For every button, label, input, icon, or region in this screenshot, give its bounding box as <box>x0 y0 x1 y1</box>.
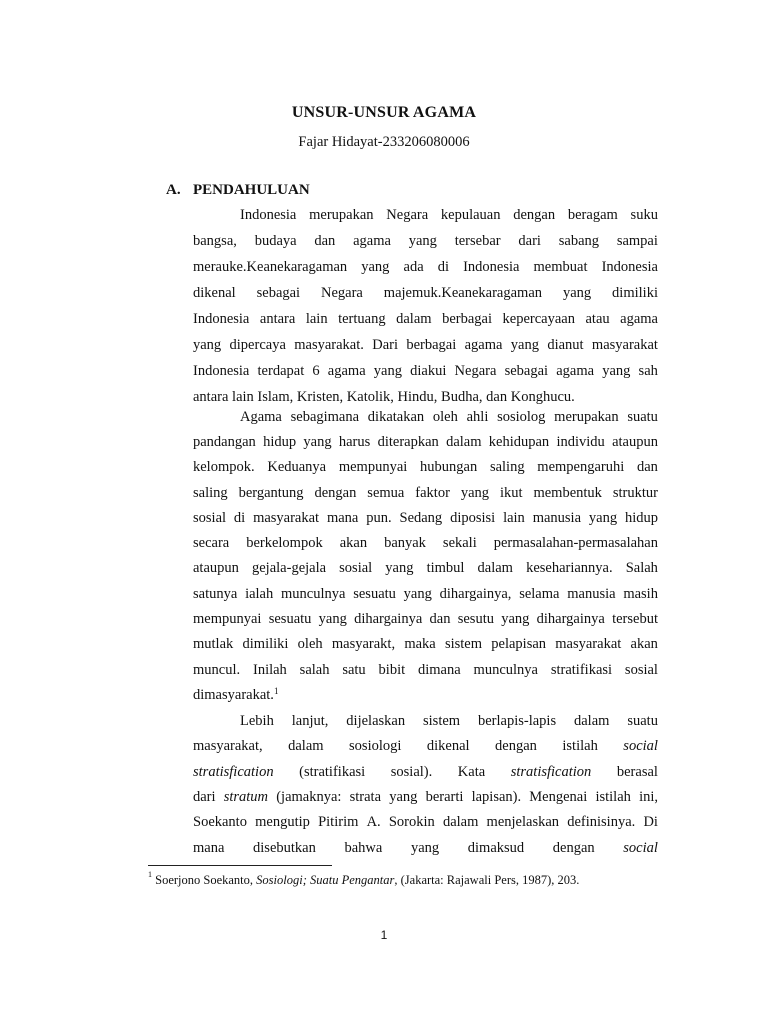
italic-term: social <box>623 840 658 856</box>
word: kesehariannya. <box>526 560 613 576</box>
word: istilah <box>595 789 631 805</box>
word: dijelaskan <box>346 713 406 729</box>
word: masyarakat <box>591 337 658 353</box>
word: sosiologi <box>349 738 402 754</box>
word: sosiolog <box>497 409 546 425</box>
word: sah <box>638 363 658 379</box>
word: sesuatu <box>268 611 312 627</box>
word: Sedang <box>399 510 443 526</box>
word: dikenal <box>426 738 470 754</box>
author-line: Fajar Hidayat-233206080006 <box>298 134 470 150</box>
page-number: 1 <box>380 928 388 942</box>
word: yang <box>318 611 347 627</box>
word: 6 <box>312 363 320 379</box>
word: Kata <box>457 764 486 780</box>
word: Soekanto <box>193 814 247 830</box>
word: bangsa, <box>193 233 237 249</box>
text-line <box>193 335 658 355</box>
word: merauke.Keanekaragaman <box>193 259 348 275</box>
word: agama <box>464 337 503 353</box>
word: yang <box>385 560 414 576</box>
word: sebagai <box>504 363 549 379</box>
word: munculnya <box>473 662 538 678</box>
text-line <box>193 432 658 452</box>
word: sebagimana <box>290 409 360 425</box>
word: akan <box>339 535 368 551</box>
text-line <box>193 762 658 782</box>
text-line <box>193 407 658 427</box>
word: hidup <box>263 434 297 450</box>
word: suku <box>630 207 658 223</box>
word: definisinya. <box>567 814 636 830</box>
word: yang <box>588 510 618 526</box>
word: lapisan). <box>471 789 522 805</box>
word: mempunyai <box>338 459 408 475</box>
word: agama <box>556 363 595 379</box>
word: (jamaknya: <box>276 789 342 805</box>
word: dalam <box>442 814 479 830</box>
word: dalam <box>288 738 324 754</box>
text-line <box>193 283 658 303</box>
word: sesutu <box>457 611 494 627</box>
word: dihargainya <box>536 611 605 627</box>
section-title: PENDAHULUAN <box>193 182 310 198</box>
word: hubungan <box>420 459 478 475</box>
word: dan <box>429 611 451 627</box>
word: yang <box>193 337 222 353</box>
word: sistem <box>444 636 483 652</box>
word: Indonesia <box>193 363 250 379</box>
word: Negara <box>321 285 363 301</box>
word: di <box>437 259 449 275</box>
document-title: UNSUR-UNSUR AGAMA <box>291 104 477 121</box>
word: ada <box>403 259 424 275</box>
text-line <box>193 508 658 528</box>
word: dengan <box>513 207 556 223</box>
word: ikut <box>499 485 523 501</box>
word: yang <box>361 259 390 275</box>
word: timbul <box>426 560 465 576</box>
word: dengan <box>552 840 595 856</box>
word: tersebut <box>612 611 658 627</box>
word: Sorokin <box>388 814 435 830</box>
word: merupakan <box>309 207 374 223</box>
word: Negara <box>386 207 429 223</box>
word: yang <box>389 789 418 805</box>
word: majemuk.Keanekaragaman <box>383 285 543 301</box>
word: dalam <box>477 560 513 576</box>
word: Indonesia <box>463 259 520 275</box>
text-line <box>193 257 658 277</box>
word: sosial <box>339 560 373 576</box>
text-line <box>193 660 658 680</box>
word: dipercaya <box>229 337 286 353</box>
word: sebagai <box>256 285 301 301</box>
word: saling <box>489 459 525 475</box>
footnote-separator <box>148 865 332 866</box>
word: Dari <box>372 337 398 353</box>
word: harus <box>338 434 371 450</box>
word: dimiliki <box>612 285 658 301</box>
word: sosial). <box>390 764 433 780</box>
word: dengan <box>495 738 537 754</box>
word: Keduanya <box>267 459 327 475</box>
text-line <box>193 483 658 503</box>
word: stratifikasi <box>550 662 613 678</box>
word: secara <box>193 535 230 551</box>
word: tertuang <box>338 311 386 327</box>
word: saling <box>193 485 228 501</box>
word: ataupun <box>193 560 239 576</box>
word: kehidupan <box>488 434 550 450</box>
section-heading <box>166 182 310 199</box>
word: dikenal <box>193 285 236 301</box>
word: maka <box>404 636 436 652</box>
word: sosial <box>193 510 227 526</box>
word: Mengenai <box>529 789 588 805</box>
word: masyarakat. <box>294 337 364 353</box>
word: manusia <box>567 586 616 602</box>
word: oleh <box>432 409 458 425</box>
word: berlapis-lapis <box>477 713 557 729</box>
word: akan <box>630 636 658 652</box>
word: tersebar <box>454 233 501 249</box>
word: berarti <box>425 789 464 805</box>
word: semua <box>367 485 405 501</box>
word: ataupun <box>612 434 658 450</box>
word: masih <box>623 586 658 602</box>
word: permasalahan-permasalahan <box>493 535 658 551</box>
word: masyarakat, <box>193 738 263 754</box>
word: menjelaskan <box>486 814 560 830</box>
word: bahwa <box>344 840 383 856</box>
text-run: dari <box>193 789 216 805</box>
word: dihargainya, <box>439 586 512 602</box>
italic-term: stratum <box>223 789 269 805</box>
text-line <box>193 685 658 705</box>
text-line <box>193 787 658 807</box>
footnote-marker: 1 <box>148 870 152 879</box>
italic-term: social <box>623 738 658 754</box>
word: antara <box>259 311 296 327</box>
word: disebutkan <box>253 840 316 856</box>
word: membentuk <box>533 485 602 501</box>
word: yang <box>410 840 440 856</box>
word: yang <box>501 611 530 627</box>
word: berbagai <box>406 337 457 353</box>
word: sistem <box>423 713 461 729</box>
word: individu <box>556 434 605 450</box>
word: agama <box>353 233 391 249</box>
text-line <box>193 231 658 251</box>
word: suatu <box>627 409 658 425</box>
word: yang <box>303 434 332 450</box>
word: istilah <box>562 738 598 754</box>
word: oleh <box>297 636 323 652</box>
word: dihargainya <box>354 611 423 627</box>
word: sekali <box>442 535 477 551</box>
word: A. <box>366 814 381 830</box>
word: Pitirim <box>318 814 359 830</box>
text-line <box>193 711 658 731</box>
word: dalam <box>446 434 482 450</box>
word: mengutip <box>255 814 310 830</box>
word: sosial <box>624 662 658 678</box>
word: dan <box>314 233 336 249</box>
footnote <box>148 870 580 888</box>
word: mutlak <box>193 636 234 652</box>
word: mempengaruhi <box>537 459 625 475</box>
word: sabang <box>558 233 600 249</box>
italic-term: stratisfication <box>510 764 592 780</box>
word: beragam <box>567 207 618 223</box>
word: yang <box>460 485 490 501</box>
text-run: berasal <box>616 764 658 780</box>
word: lain <box>305 311 328 327</box>
word: pelapisan <box>491 636 547 652</box>
word: merupakan <box>554 409 619 425</box>
word: Negara <box>454 363 497 379</box>
word: masyarakt, <box>331 636 396 652</box>
word: dimana <box>418 662 461 678</box>
word: munculnya <box>281 586 346 602</box>
word: agama <box>620 311 658 327</box>
word: lanjut, <box>291 713 329 729</box>
word: Salah <box>625 560 658 576</box>
word: Indonesia <box>240 207 297 223</box>
word: terdapat <box>257 363 305 379</box>
word: diterapkan <box>377 434 439 450</box>
word: strata <box>349 789 382 805</box>
word: ahli <box>466 409 489 425</box>
text-line <box>193 736 658 756</box>
word: sesuatu <box>353 586 396 602</box>
word: bibit <box>378 662 406 678</box>
word: Indonesia <box>601 259 658 275</box>
word: membuat <box>533 259 588 275</box>
word: yang <box>562 285 592 301</box>
text-line <box>193 838 658 858</box>
word: dalam <box>574 713 610 729</box>
word: dengan <box>314 485 357 501</box>
word: dianut <box>547 337 584 353</box>
word: selama <box>519 586 560 602</box>
word: atau <box>585 311 610 327</box>
word: salah <box>299 662 330 678</box>
word: ialah <box>245 586 274 602</box>
word: di <box>233 510 246 526</box>
word: berkelompok <box>246 535 323 551</box>
word: pandangan <box>193 434 256 450</box>
text-line <box>193 457 658 477</box>
word: ini, <box>639 789 658 805</box>
word: Agama <box>240 409 282 425</box>
word: (stratifikasi <box>299 764 366 780</box>
word: diakui <box>410 363 447 379</box>
word: mempunyai <box>193 611 262 627</box>
word: kepulauan <box>440 207 501 223</box>
word: Lebih <box>240 713 274 729</box>
word: agama <box>327 363 366 379</box>
word: yang <box>602 363 631 379</box>
word: bergantung <box>238 485 304 501</box>
footnote-publication: , (Jakarta: Rajawali Pers, 1987), 203. <box>394 873 580 887</box>
word: dan <box>637 459 658 475</box>
word: struktur <box>612 485 658 501</box>
text-line <box>193 361 658 381</box>
text-line <box>193 634 658 654</box>
word: suatu <box>627 713 658 729</box>
footnote-book-title: Sosiologi; Suatu Pengantar <box>256 873 395 887</box>
word: sampai <box>616 233 658 249</box>
word: mana <box>193 840 225 856</box>
word: budaya <box>254 233 297 249</box>
word: diposisi <box>450 510 496 526</box>
footnote-author: Soerjono Soekanto, <box>155 873 254 887</box>
word: pun. <box>366 510 392 526</box>
word: banyak <box>384 535 426 551</box>
word: dimaksud <box>467 840 525 856</box>
word: kepercayaan <box>502 311 575 327</box>
word: satunya <box>193 586 238 602</box>
word: kelompok. <box>193 459 255 475</box>
text-line <box>193 205 658 225</box>
word: mana <box>326 510 359 526</box>
word: masyarakat <box>555 636 622 652</box>
word: yang <box>510 337 539 353</box>
word: yang <box>408 233 437 249</box>
text-line <box>193 309 658 329</box>
word: Di <box>643 814 658 830</box>
word: dalam <box>396 311 432 327</box>
word: yang <box>403 586 432 602</box>
section-number: A. <box>166 182 181 198</box>
word: Indonesia <box>193 311 250 327</box>
word: muncul. <box>193 662 241 678</box>
word: manusia <box>532 510 582 526</box>
word: gejala-gejala <box>252 560 327 576</box>
word: Inilah <box>252 662 287 678</box>
word: masyarakat <box>253 510 320 526</box>
text-line <box>193 533 658 553</box>
word: lain <box>503 510 525 526</box>
text-line <box>193 609 658 629</box>
word: yang <box>373 363 402 379</box>
italic-term: stratisfication <box>193 764 274 780</box>
word: dikatakan <box>367 409 425 425</box>
word: hidup <box>624 510 658 526</box>
word: satu <box>342 662 366 678</box>
word: berbagai <box>442 311 492 327</box>
text-run: dimasyarakat. <box>193 687 274 703</box>
word: dari <box>518 233 541 249</box>
text-line: antara lain Islam, Kristen, Katolik, Hindu, Budha, dan Konghucu. <box>193 389 575 405</box>
word: faktor <box>415 485 450 501</box>
footnote-reference[interactable]: 1 <box>273 686 279 696</box>
text-line <box>193 812 658 832</box>
word: dimiliki <box>242 636 289 652</box>
text-line <box>193 584 658 604</box>
text-line <box>193 558 658 578</box>
